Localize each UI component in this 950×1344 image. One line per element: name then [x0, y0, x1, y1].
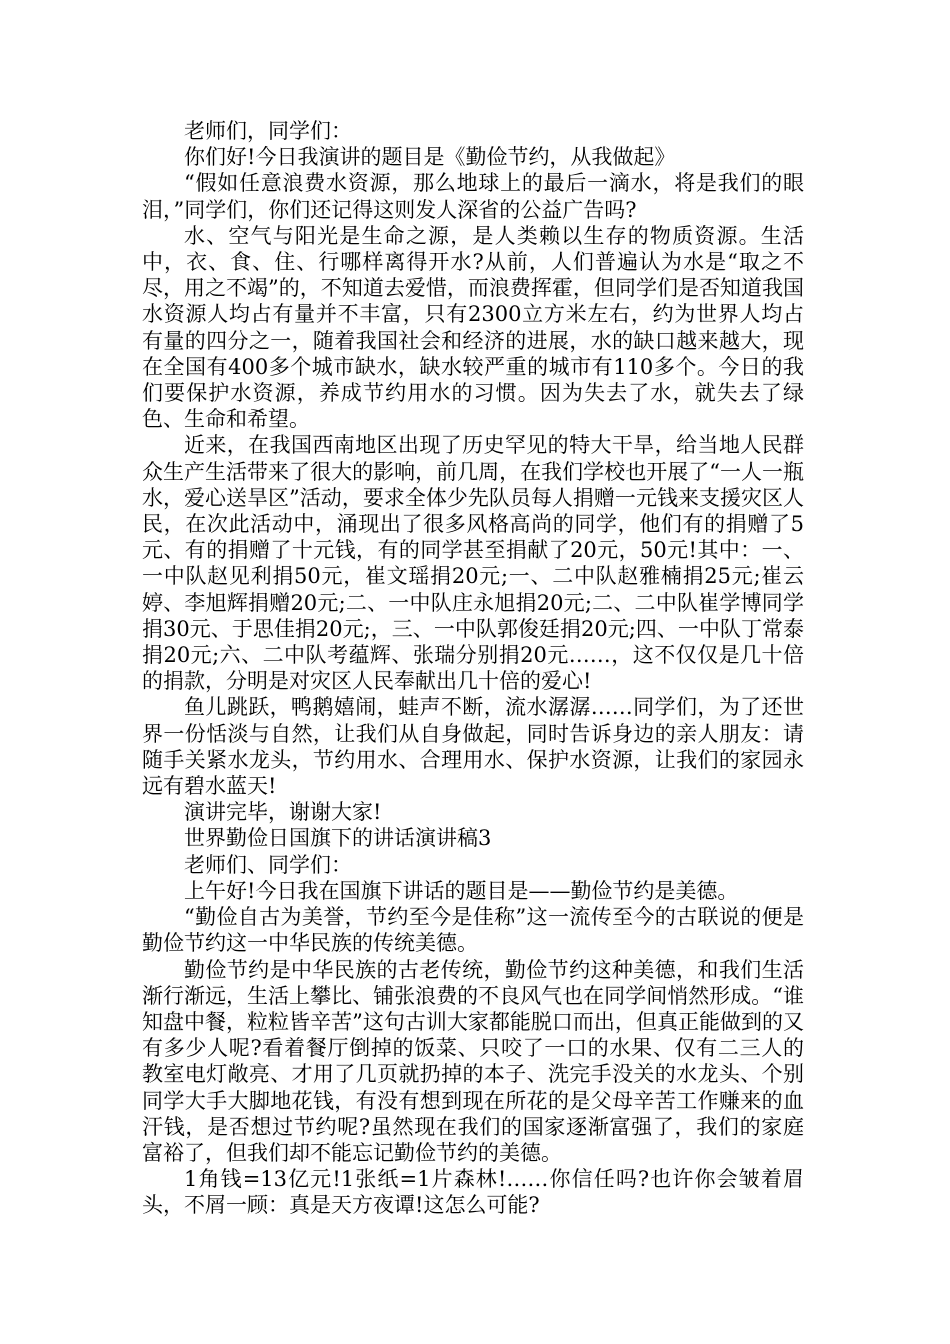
body-paragraph: 1角钱=13亿元!1张纸=1片森林!……你信任吗?也许你会皱着眉头，不屑一顾：真是天方夜谭!这怎么可能?: [142, 1167, 804, 1218]
body-paragraph: “假如任意浪费水资源，那么地球上的最后一滴水，将是我们的眼泪，”同学们，你们还记得这则发人深省的公益广告吗?: [142, 171, 804, 222]
body-paragraph: 水、空气与阳光是生命之源，是人类赖以生存的物质资源。生活中，衣、食、住、行哪样离得开水?从前，人们普遍认为水是“取之不尽，用之不竭”的，不知道去爱惜，而浪费挥霍，但同学们是否知道我国水资源人均占有量并不丰富，只有2300立方米左右，约为世界人均占有量的四分之一，随着我国社会和经济的进展，水的缺口越来越大，现在全国有400多个城市缺水，缺水较严重的城市有110多个。今日的我们要保护水资源，养成节约用水的习惯。因为失去了水，就失去了绿色、生命和希望。: [142, 223, 804, 432]
opening-paragraph: 上午好!今日我在国旗下讲话的题目是——勤俭节约是美德。: [184, 878, 739, 903]
document-body: [142, 118, 804, 1219]
section-title: 世界勤俭日国旗下的讲话演讲稿3: [184, 826, 492, 851]
body-paragraph: 勤俭节约是中华民族的古老传统，勤俭节约这种美德，和我们生活渐行渐远，生活上攀比、铺张浪费的不良风气也在同学间悄然形成。“谁知盘中餐，粒粒皆辛苦”这句古训大家都能脱口而出，但真正能做到的又有多少人呢?看着餐厅倒掉的饭菜、只咬了一口的水果、仅有二三人的教室电灯敞亮、才用了几页就扔掉的本子、洗完手没关的水龙头、个别同学大手大脚地花钱，有没有想到现在所花的是父母辛苦工作赚来的血汗钱，是否想过节约呢?虽然现在我们的国家逐渐富强了，我们的家庭富裕了，但我们却不能忘记勤俭节约的美德。: [142, 957, 804, 1165]
greeting-paragraph: 老师们、同学们：: [184, 852, 352, 877]
body-paragraph: 近来，在我国西南地区出现了历史罕见的特大干旱，给当地人民群众生产生活带来了很大的影响，前几周，在我们学校也开展了“一人一瓶水，爱心送旱区”活动，要求全体少先队员每人捐赠一元钱来支援灾区人民，在次此活动中，涌现出了很多风格高尚的同学，他们有的捐赠了5元、有的捐赠了十元钱，有的同学甚至捐献了20元，50元!其中：一、一中队赵见利捐50元，崔文瑶捐20元;一、二中队赵雅楠捐25元;崔云婷、李旭辉捐赠20元;二、一中队庄永旭捐20元;二、二中队崔学博同学捐30元、于思佳捐20元;，三、一中队郭俊廷捐20元;四、一中队丁常泰捐20元;六、二中队考蕴辉、张瑞分别捐20元……，这不仅仅是几十倍的捐款，分明是对灾区人民奉献出几十倍的爱心!: [142, 433, 804, 694]
body-paragraph: “勤俭自古为美誉，节约至今是佳称”这一流传至今的古联说的便是勤俭节约这一中华民族的传统美德。: [142, 905, 804, 956]
closing-paragraph: 演讲完毕，谢谢大家!: [184, 800, 382, 825]
opening-paragraph: 你们好!今日我演讲的题目是《勤俭节约，从我做起》: [184, 145, 676, 170]
body-paragraph: 鱼儿跳跃，鸭鹅嬉闹，蛙声不断，流水潺潺……同学们，为了还世界一份恬淡与自然，让我们从自身做起，同时告诉身边的亲人朋友：请随手关紧水龙头，节约用水、合理用水、保护水资源，让我们的家园永远有碧水蓝天!: [142, 695, 804, 799]
greeting-paragraph: 老师们，同学们：: [184, 119, 352, 143]
